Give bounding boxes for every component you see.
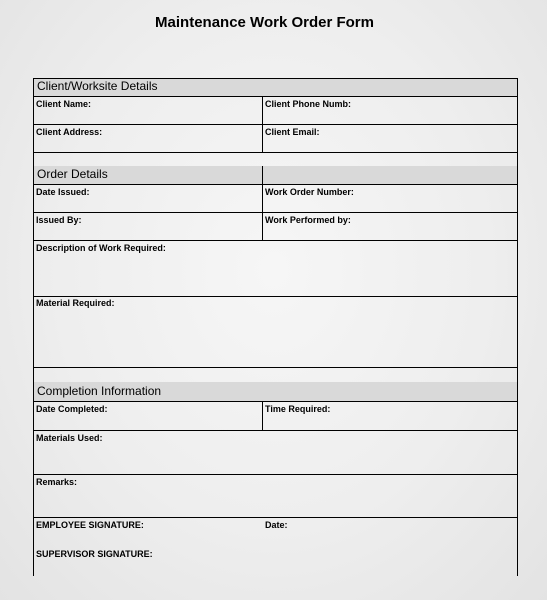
section-order-header [34,166,517,184]
material-required-field[interactable]: Material Required: [36,298,115,308]
employee-signature-field[interactable]: EMPLOYEE SIGNATURE: [36,520,144,530]
divider [34,124,517,125]
client-name-field[interactable]: Client Name: [36,99,92,109]
column-divider [262,401,263,430]
column-divider [262,96,263,152]
section-order-title: Order Details [37,167,108,181]
divider [34,296,517,297]
form-title: Maintenance Work Order Form [155,14,374,31]
time-required-field[interactable]: Time Required: [265,404,331,414]
issued-by-field[interactable]: Issued By: [36,215,82,225]
description-field[interactable]: Description of Work Required: [36,243,166,253]
column-divider [262,166,263,184]
date-field[interactable]: Date: [265,520,288,530]
divider [34,78,517,79]
section-client-title: Client/Worksite Details [37,79,158,93]
work-order-number-field[interactable]: Work Order Number: [265,187,354,197]
supervisor-signature-field[interactable]: SUPERVISOR SIGNATURE: [36,549,153,559]
section-client-header [34,78,517,96]
client-phone-field[interactable]: Client Phone Numb: [265,99,351,109]
divider [34,517,517,518]
divider [34,430,517,431]
divider [34,367,517,368]
divider [34,212,517,213]
work-performed-by-field[interactable]: Work Performed by: [265,215,351,225]
divider [34,152,517,153]
client-email-field[interactable]: Client Email: [265,127,320,137]
materials-used-field[interactable]: Materials Used: [36,433,103,443]
remarks-field[interactable]: Remarks: [36,477,78,487]
section-completion-header [34,382,517,401]
divider [34,401,517,402]
divider [34,474,517,475]
divider [34,96,517,97]
date-issued-field[interactable]: Date Issued: [36,187,90,197]
client-address-field[interactable]: Client Address: [36,127,103,137]
work-order-form [33,78,518,576]
divider [34,184,517,185]
divider [34,240,517,241]
section-completion-title: Completion Information [37,384,162,398]
date-completed-field[interactable]: Date Completed: [36,404,108,414]
column-divider [262,184,263,240]
